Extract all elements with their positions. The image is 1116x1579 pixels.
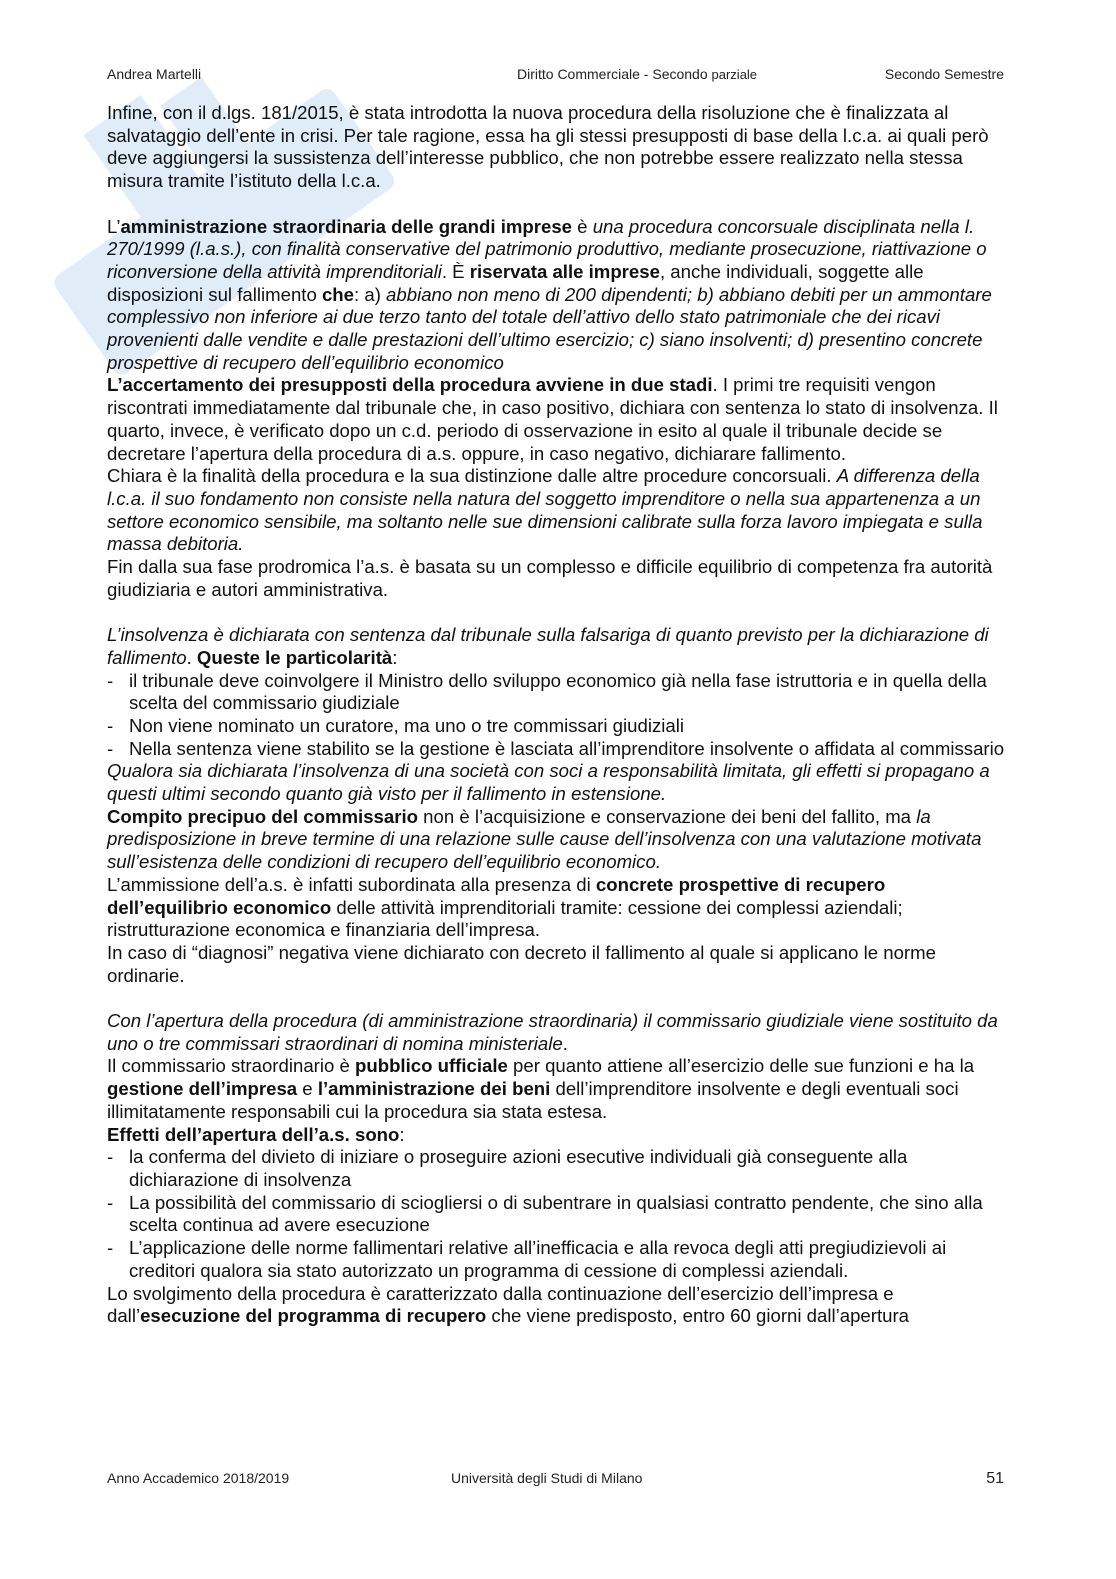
paragraph-risoluzione: Infine, con il d.lgs. 181/2015, è stata introdotta la nuova procedura della risoluzione che è finalizzata al salvataggio dell’ente in crisi. Per tale ragione, essa ha gli stessi presupposti di base della l.c.a. ai quali però deve aggiungersi la sussistenza dell’interesse pubblico, che non potrebbe essere realizzato nella stessa misura tramite l’istituto della l.c.a. [107, 102, 989, 192]
list-item: - La possibilità del commissario di sciogliersi o di subentrare in qualsiasi contratto pendente, che sino alla scelta continua ad avere esecuzione [107, 1192, 1007, 1237]
list-item: - Nella sentenza viene stabilito se la gestione è lasciata all’imprenditore insolvente o affidata al commissario [107, 738, 1007, 761]
list-item: - la conferma del divieto di iniziare o proseguire azioni esecutive individuali già conseguente alla dichiarazione di insolvenza [107, 1146, 1007, 1191]
paragraph-accertamento: L’accertamento dei presupposti della procedura avviene in due stadi. I primi tre requisiti vengon riscontrati immediatamente dal tribunale che, in caso positivo, dichiara con sentenza lo stato di insolvenza. Il quarto, invece, è verificato dopo un c.d. periodo di osservazione in esito al quale il tribunale decide se decretare l’apertura della procedura di a.s. oppure, in caso negativo, dichiarare fallimento. [107, 374, 998, 464]
footer-university: Università degli Studi di Milano [451, 1470, 643, 1486]
document-body [107, 102, 1007, 1328]
paragraph-commissario-straordinario: Il commissario straordinario è pubblico ufficiale per quanto attiene all’esercizio delle sue funzioni e ha la gestione dell’impresa e l’amministrazione dei beni dell’imprenditore insolvente e degli eventuali soci illimitatamente responsabili cui la procedura sia stata estesa. [107, 1055, 975, 1122]
list-effetti [107, 1146, 1007, 1282]
header-semester: Secondo Semestre [884, 66, 1004, 82]
paragraph-apertura: Con l’apertura della procedura (di amministrazione straordinaria) il commissario giudiziale viene sostituito da uno o tre commissari straordinari di nomina ministeriale. [107, 1010, 998, 1054]
paragraph-amministrazione-straordinaria: L’amministrazione straordinaria delle grandi imprese è una procedura concorsuale disciplinata nella l. 270/1999 (l.a.s.), con finalità conservative del patrimonio produttivo, mediante prosecuzione, riattivazione o riconversione della attività imprenditoriali. È riservata alle imprese, anche individuali, soggette alle disposizioni sul fallimento che: a) abbiano non meno di 200 dipendenti; b) abbiano debiti per un ammontare complessivo non inferiore ai due terzo tanto del totale dell’attivo dello stato patrimoniale che dei ricavi provenienti dalle vendite e dalle prestazioni dell’ultimo esercizio; c) siano insolventi; d) presentino concrete prospettive di recupero dell’equilibrio economico [107, 215, 992, 373]
page-number: 51 [986, 1470, 1004, 1487]
list-item: - L’applicazione delle norme fallimentari relative all’inefficacia e alla revoca degli atti pregiudizievoli ai creditori qualora sia stato autorizzato un programma di cessione di complessi aziendali. [107, 1237, 1007, 1282]
list-item: - il tribunale deve coinvolgere il Ministro dello sviluppo economico già nella fase istruttoria e in quella della scelta del commissario giudiziale [107, 670, 1007, 715]
paragraph-insolvenza: L’insolvenza è dichiarata con sentenza dal tribunale sulla falsariga di quanto previsto per la dichiarazione di fallimento. Queste le particolarità: [107, 624, 989, 668]
header-course-main: Diritto Commerciale - Secondo [517, 66, 708, 82]
page-header [107, 66, 1004, 82]
paragraph-diagnosi: In caso di “diagnosi” negativa viene dichiarato con decreto il fallimento al quale si applicano le norme ordinarie. [107, 941, 936, 986]
header-author: Andrea Martelli [107, 66, 202, 82]
footer-academic-year: Anno Accademico 2018/2019 [107, 1470, 290, 1486]
paragraph-ammissione: L’ammissione dell’a.s. è infatti subordinata alla presenza di concrete prospettive di recupero dell’equilibrio economico delle attività imprenditoriali tramite: cessione dei complessi aziendali; ristrutturazione economica e finanziaria dell’impresa. [107, 873, 903, 941]
paragraph-compito-commissario: Compito precipuo del commissario non è l’acquisizione e conservazione dei beni del fallito, ma la predisposizione in breve termine di una relazione sulle cause dell’insolvenza con una valutazione motivata sull’esistenza delle condizioni di recupero dell’equilibrio economico. [107, 805, 982, 873]
paragraph-fase-prodromica: Fin dalla sua fase prodromica l’a.s. è basata su un complesso e difficile equilibrio di competenza fra autorità giudiziaria e autori amministrativa. [107, 556, 993, 600]
paragraph-svolgimento: Lo svolgimento della procedura è caratterizzato dalla continuazione dell’esercizio dell’impresa e dall’esecuzione del programma di recupero che viene predisposto, entro 60 giorni dall’apertura [107, 1282, 909, 1327]
paragraph-effetti-heading: Effetti dell’apertura dell’a.s. sono: [107, 1123, 405, 1145]
list-item: - Non viene nominato un curatore, ma uno o tre commissari giudiziali [107, 715, 1007, 738]
header-course [517, 66, 757, 82]
paragraph-finalita: Chiara è la finalità della procedura e la sua distinzione dalle altre procedure concorsuali. A differenza della l.c.a. il suo fondamento non consiste nella natura del soggetto imprenditore o nella sua appartenenza a un settore economico sensibile, ma soltanto nelle sue dimensioni calibrate sulla forza lavoro impiegata e sulla massa debitoria. [107, 465, 983, 555]
list-particolarita [107, 670, 1007, 761]
header-course-small: parziale [711, 67, 758, 82]
paragraph-estensione: Qualora sia dichiarata l’insolvenza di una società con soci a responsabilità limitata, gli effetti si propagano a questi ultimi secondo quanto già visto per il fallimento in estensione. [107, 760, 990, 805]
page-footer [107, 1470, 1004, 1488]
